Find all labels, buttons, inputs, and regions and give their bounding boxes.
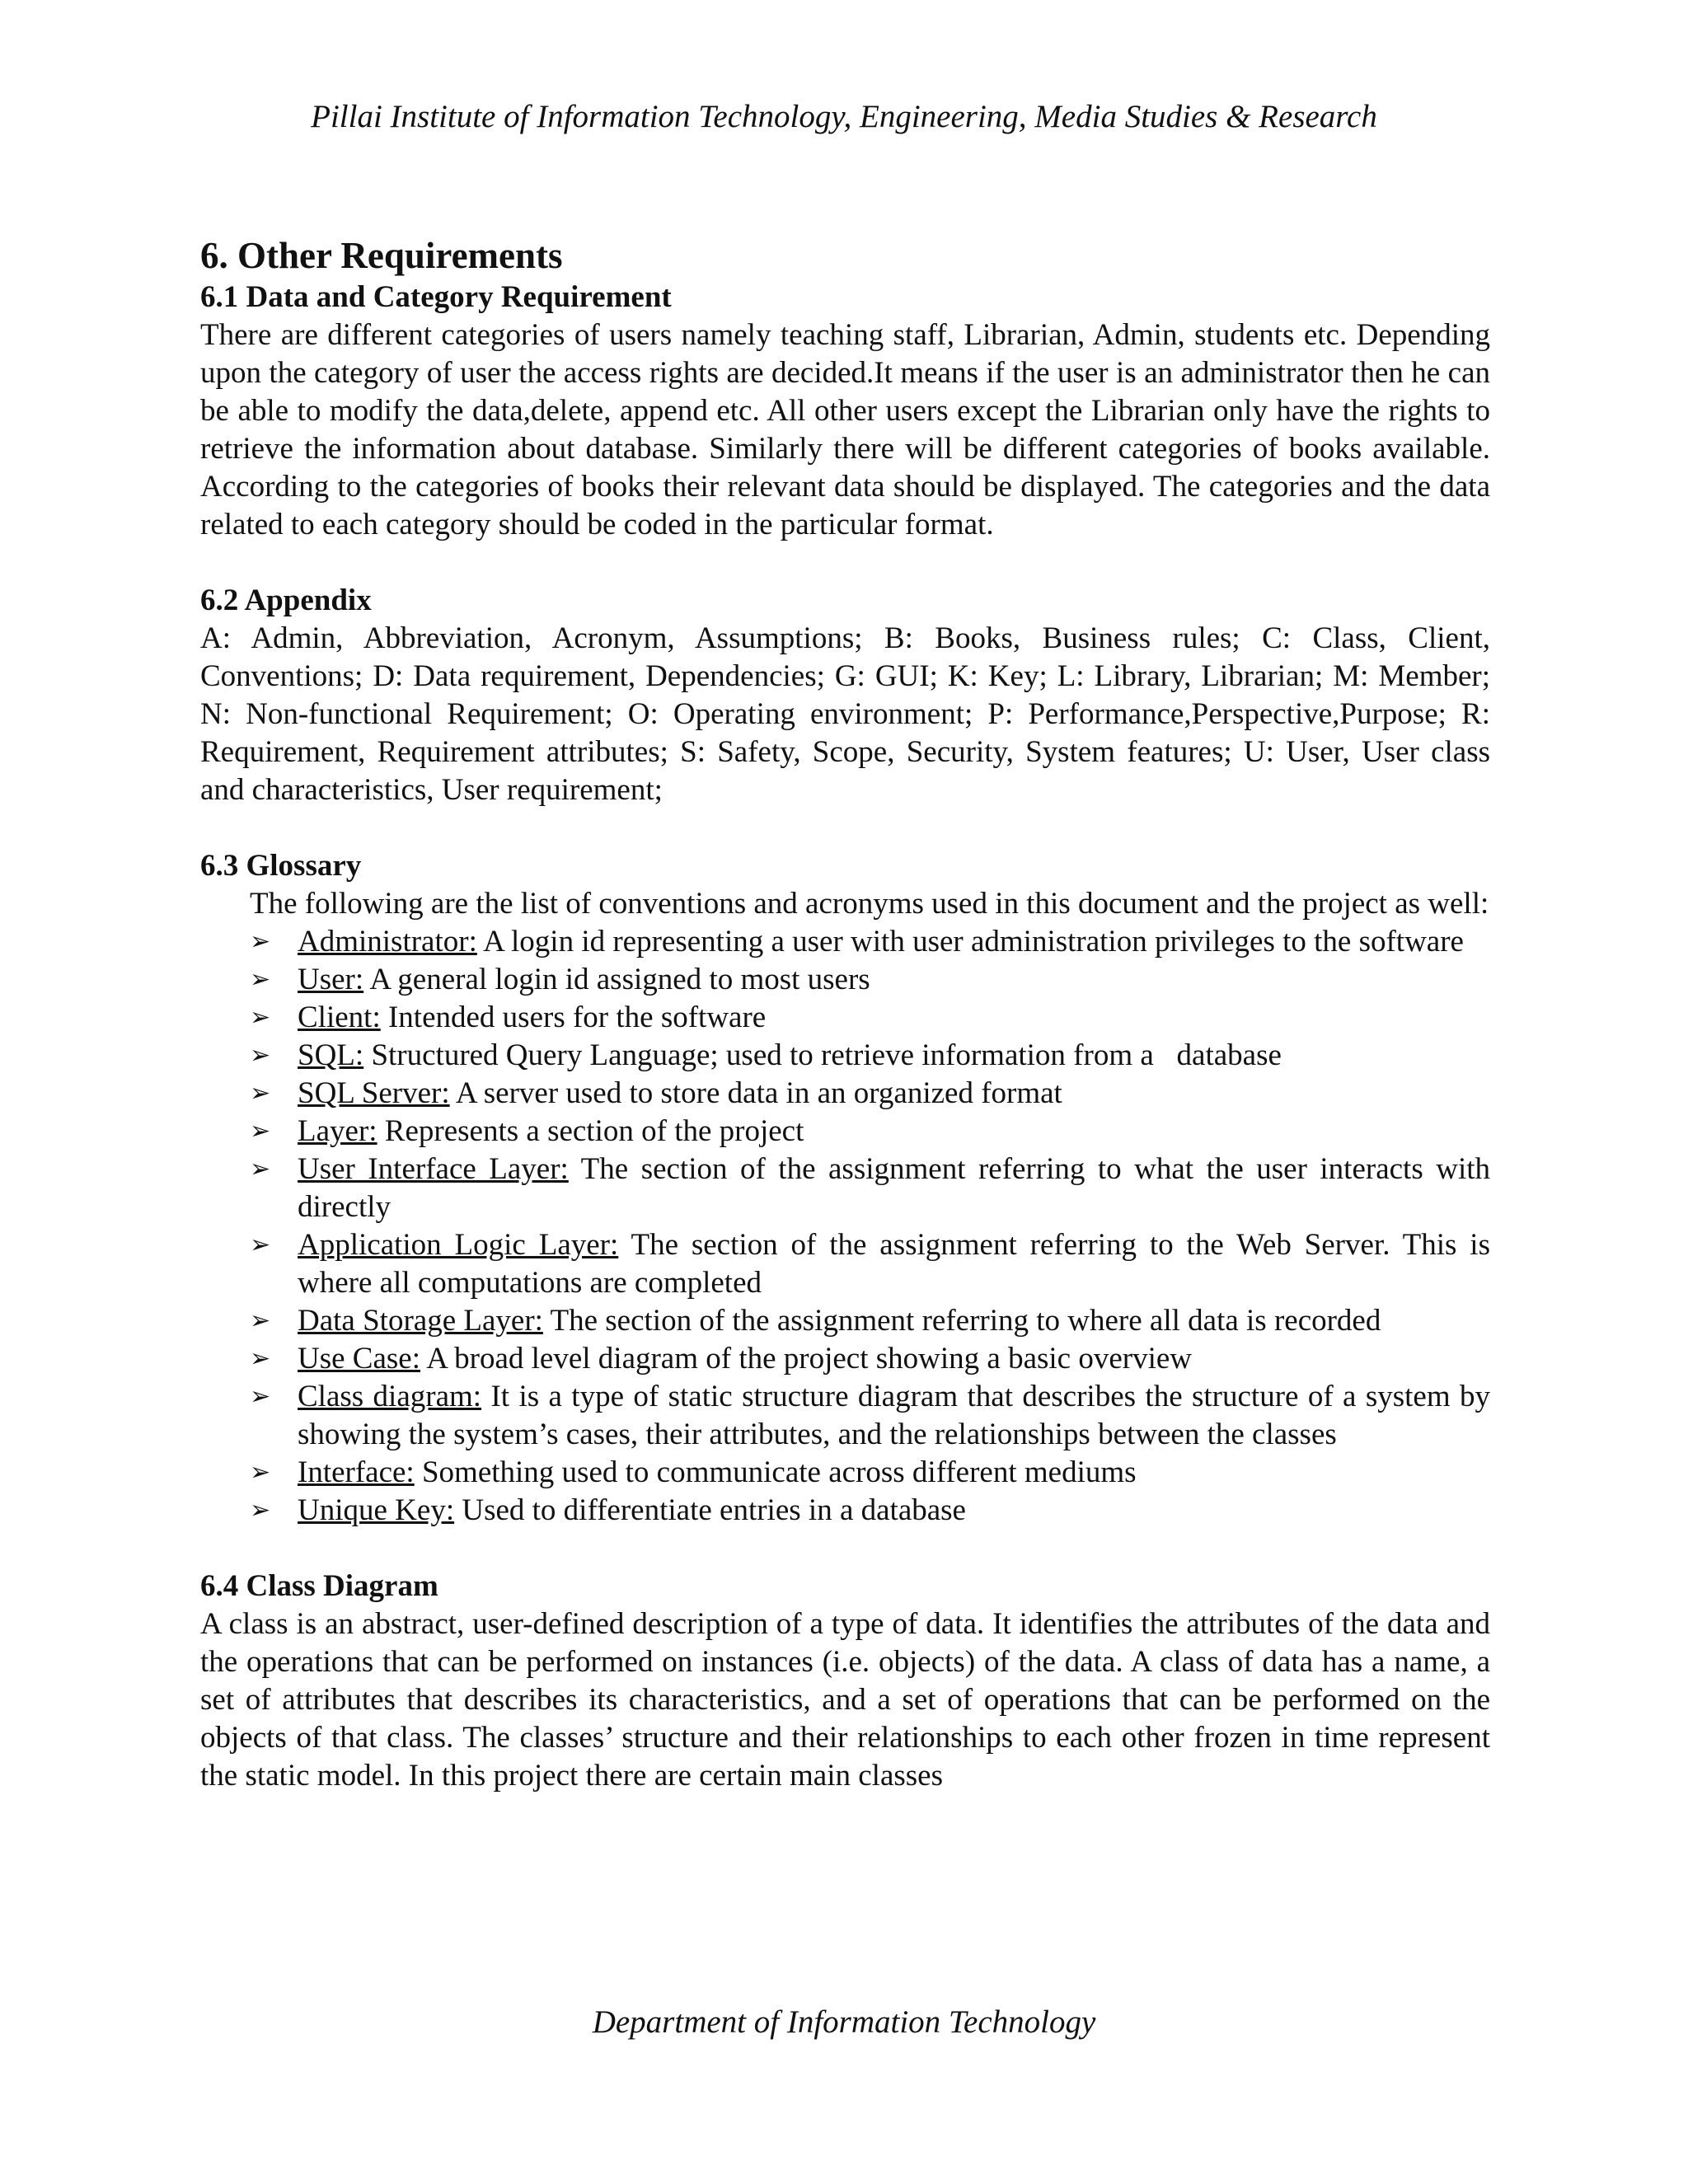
list-item	[250, 1075, 1490, 1113]
list-item	[250, 961, 1490, 999]
glossary-definition: A broad level diagram of the project showing a basic overview	[420, 1342, 1193, 1376]
list-item	[250, 1037, 1490, 1075]
appendix-paragraph: A: Admin, Abbreviation, Acronym, Assumptions; B: Books, Business rules; C: Class, Client, Conventions; D: Data requirement, Dependencies; G: GUI; K: Key; L: Library, Librarian; M: Member; N: Non-functional Requirement; O: Operating environment; P: Performance,Perspective,Purpose; R: Requirement, Requirement attributes; S: Safety, Scope, Security, System features; U: User, User class and characteristics, User requirement;	[200, 621, 1490, 807]
glossary-term: SQL:	[298, 1038, 364, 1072]
arrow-bullet-icon: ➢	[250, 1382, 271, 1411]
glossary-definition: A login id representing a user with user administration privileges to the software	[476, 925, 1464, 958]
glossary-definition: Used to differentiate entries in a database	[454, 1493, 966, 1527]
list-item	[250, 1151, 1491, 1226]
glossary-term: User Interface Layer:	[298, 1152, 569, 1186]
glossary-definition: The section of the assignment referring to where all data is recorded	[542, 1304, 1381, 1338]
list-item	[250, 1302, 1490, 1340]
subsection-title-6-1: 6.1 Data and Category Requirement	[200, 280, 672, 314]
arrow-bullet-icon: ➢	[250, 1079, 271, 1108]
list-item	[250, 1226, 1490, 1302]
glossary-definition: The section of the assignment referring to the Web Server. This is where all computations are completed	[298, 1228, 1490, 1300]
arrow-bullet-icon: ➢	[250, 1003, 271, 1032]
glossary-definition: A general login id assigned to most users	[363, 963, 870, 996]
subsection-title-6-3: 6.3 Glossary	[200, 849, 362, 883]
page-footer: Department of Information Technology	[592, 2004, 1096, 2040]
arrow-bullet-icon: ➢	[250, 1155, 271, 1183]
arrow-bullet-icon: ➢	[250, 1458, 271, 1487]
glossary-definition: Structured Query Language; used to retrieve information from a database	[363, 1038, 1282, 1072]
section-title: 6. Other Requirements	[200, 235, 563, 276]
glossary-term: Application Logic Layer:	[298, 1228, 619, 1262]
list-item	[250, 1113, 1490, 1151]
glossary-term: Layer:	[298, 1114, 377, 1148]
list-item	[250, 1378, 1490, 1454]
class-diagram-paragraph: A class is an abstract, user-defined description of a type of data. It identifies the attributes of the data and the operations that can be performed on instances (i.e. objects) of the data. A class of data has a name, a set of attributes that describes its characteristics, and a set of operations that can be performed on the objects of that class. The classes’ structure and their relationships to each other frozen in time represent the static model. In this project there are certain main classes	[200, 1607, 1490, 1793]
list-item	[250, 923, 1490, 961]
glossary-term: Use Case:	[298, 1342, 420, 1376]
glossary-term: Class diagram:	[298, 1380, 482, 1413]
glossary-term: Client:	[298, 1001, 381, 1034]
glossary-definition: Represents a section of the project	[377, 1114, 804, 1148]
list-item	[250, 1492, 1490, 1530]
glossary-definition: Something used to communicate across different mediums	[414, 1455, 1137, 1489]
subsection-title-6-2: 6.2 Appendix	[200, 583, 372, 617]
glossary-definition: The section of the assignment referring to what the user interacts with directly	[298, 1152, 1491, 1224]
glossary-term: Data Storage Layer:	[298, 1304, 543, 1338]
glossary-term: Administrator:	[298, 925, 477, 958]
arrow-bullet-icon: ➢	[250, 1041, 271, 1070]
arrow-bullet-icon: ➢	[250, 965, 271, 994]
list-item	[250, 999, 1490, 1037]
page-header: Pillai Institute of Information Technology, Engineering, Media Studies & Research	[311, 99, 1377, 134]
spacer	[200, 809, 1490, 847]
glossary-definition: It is a type of static structure diagram that describes the structure of a system by showing the system’s cases, their attributes, and the relationships between the classes	[298, 1380, 1490, 1451]
spacer	[200, 544, 1490, 582]
list-item	[250, 1454, 1490, 1492]
glossary-term: SQL Server:	[298, 1076, 450, 1110]
glossary-term: User:	[298, 963, 364, 996]
arrow-bullet-icon: ➢	[250, 1344, 271, 1373]
glossary-term: Unique Key:	[298, 1493, 455, 1527]
arrow-bullet-icon: ➢	[250, 1230, 271, 1259]
list-item	[250, 1340, 1490, 1378]
arrow-bullet-icon: ➢	[250, 1496, 271, 1525]
spacer	[200, 1530, 1490, 1568]
glossary-term: Interface:	[298, 1455, 415, 1489]
arrow-bullet-icon: ➢	[250, 1117, 271, 1146]
subsection-title-6-4: 6.4 Class Diagram	[200, 1569, 438, 1603]
arrow-bullet-icon: ➢	[250, 1306, 271, 1335]
arrow-bullet-icon: ➢	[250, 927, 271, 956]
data-category-paragraph: There are different categories of users namely teaching staff, Librarian, Admin, students etc. Depending upon the category of user the access rights are decided.It means if the user is an administrator then he can be able to modify the data,delete, append etc. All other users except the Librarian only have the rights to retrieve the information about database. Similarly there will be different categories of books available. According to the categories of books their relevant data should be displayed. The categories and the data related to each category should be coded in the particular format.	[200, 318, 1490, 541]
document-body	[200, 232, 1490, 1795]
glossary-list	[200, 923, 1490, 1530]
glossary-intro: The following are the list of conventions and acronyms used in this document and the project as well:	[250, 887, 1489, 921]
glossary-definition: A server used to store data in an organized format	[449, 1076, 1062, 1110]
glossary-definition: Intended users for the software	[380, 1001, 767, 1034]
